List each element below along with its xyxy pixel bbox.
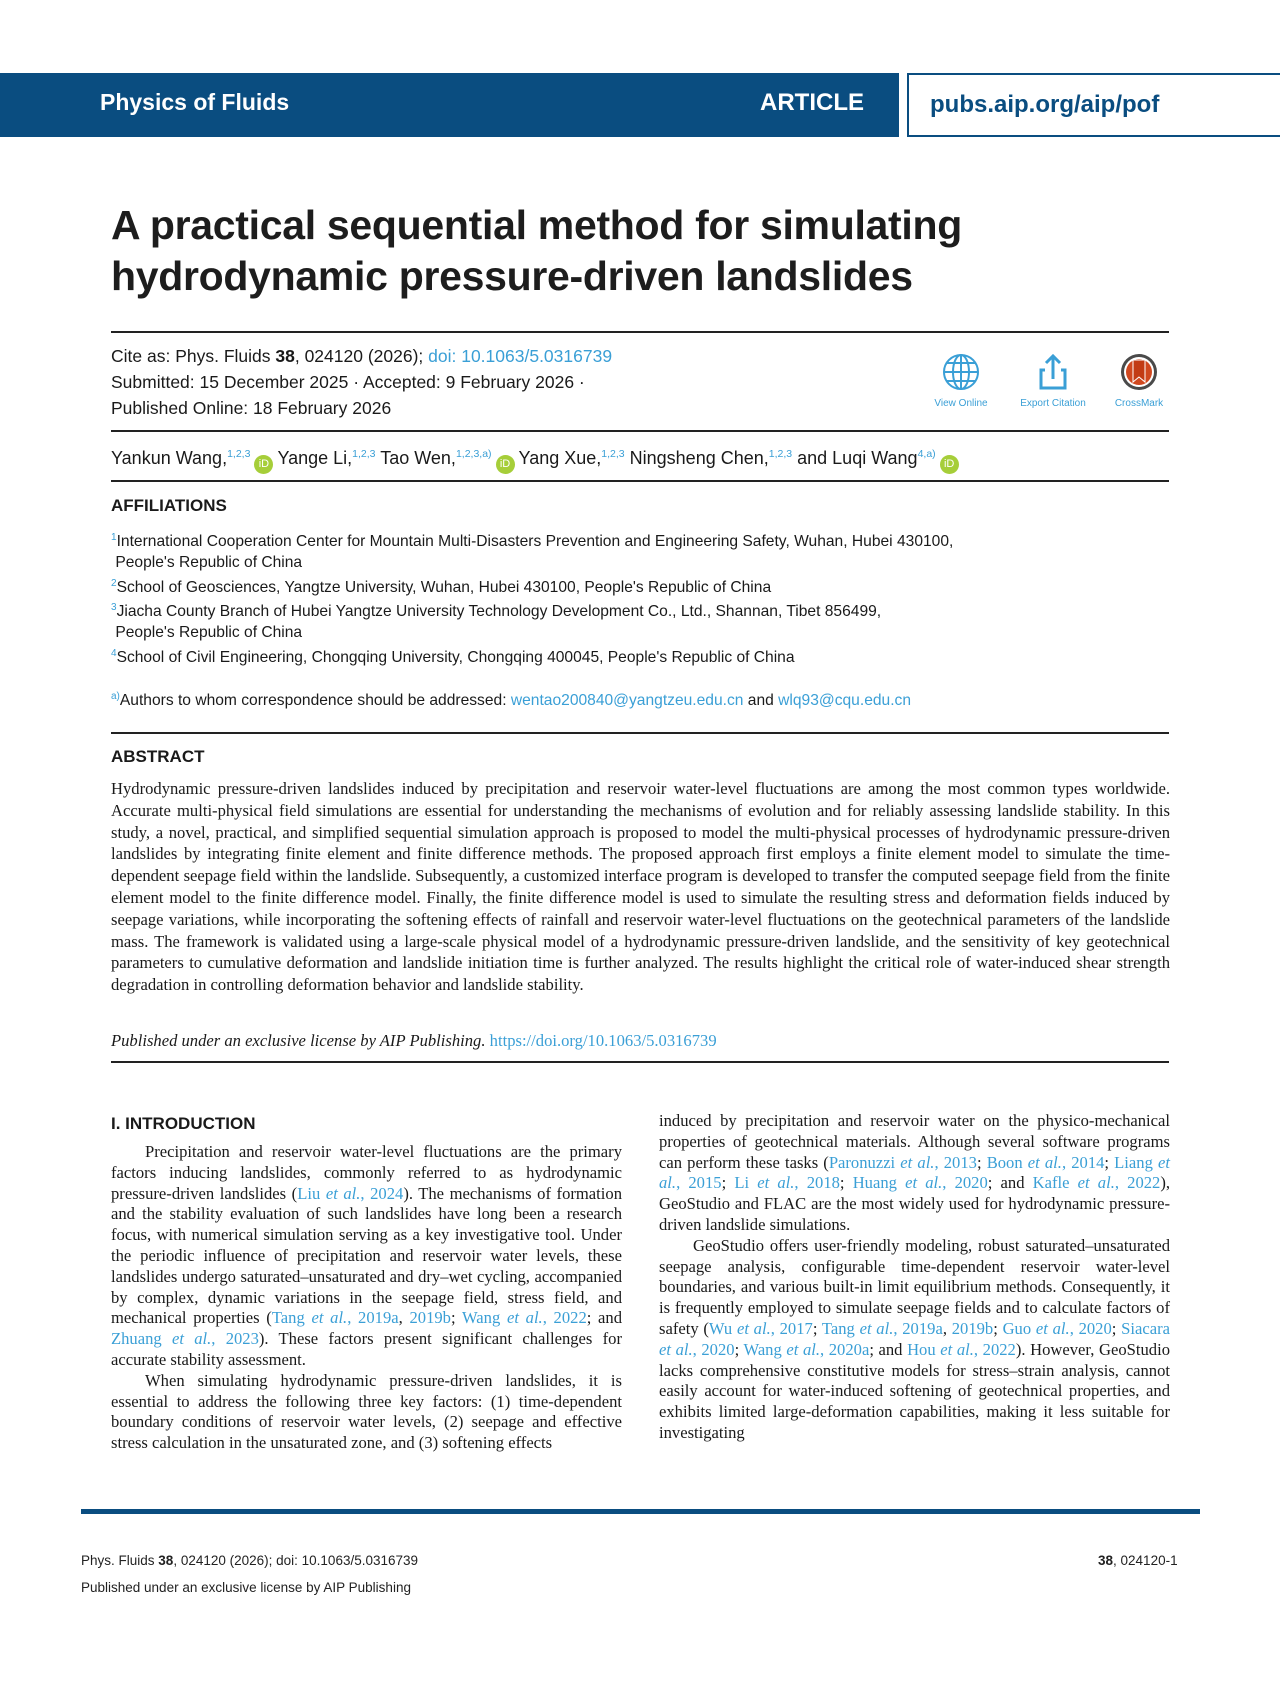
- crossmark-label: CrossMark: [1114, 398, 1164, 409]
- affiliation-item: [111, 527, 1171, 573]
- divider: [111, 480, 1169, 482]
- text-run: ; and: [869, 1339, 908, 1359]
- footer-cite-rest: , 024120 (2026); doi: 10.1063/5.0316739: [173, 1553, 419, 1568]
- export-citation-label: Export Citation: [1020, 398, 1086, 409]
- citation-link[interactable]: , 2019a: [893, 1318, 943, 1338]
- export-icon: [1033, 352, 1073, 392]
- title-line: A practical sequential method for simulating: [111, 202, 962, 248]
- corr-mark: a): [111, 691, 120, 702]
- citation-link[interactable]: , 2019a: [347, 1308, 399, 1328]
- journal-url-link[interactable]: pubs.aip.org/aip/pof: [930, 91, 1160, 118]
- citation-link[interactable]: , 2020: [692, 1339, 735, 1359]
- citation-link[interactable]: et al.: [940, 1339, 974, 1359]
- text-run: ,: [942, 1318, 952, 1338]
- citation-link[interactable]: et al.: [736, 1318, 771, 1338]
- citation-link[interactable]: Wang: [461, 1308, 507, 1328]
- text-run: ;: [1104, 1152, 1115, 1172]
- orcid-icon[interactable]: iD: [254, 455, 273, 474]
- author-list: [111, 448, 963, 474]
- text-run: ;: [734, 1339, 744, 1359]
- citation-link[interactable]: et al.: [311, 1308, 348, 1328]
- citation-link[interactable]: et al.: [900, 1152, 935, 1172]
- citation-link[interactable]: Guo: [1002, 1318, 1036, 1338]
- citation-link[interactable]: Wu: [708, 1318, 737, 1338]
- article-type: ARTICLE: [760, 89, 864, 116]
- view-online-label: View Online: [934, 398, 988, 409]
- author-affiliation-marks: 1,2,3: [352, 448, 376, 460]
- author-name: Tao Wen,: [380, 448, 456, 468]
- author-affiliation-marks: 1,2,3: [601, 448, 625, 460]
- citation-link[interactable]: et al.: [1027, 1152, 1062, 1172]
- citation-link[interactable]: et al.: [1035, 1318, 1070, 1338]
- author-affiliation-marks: 4,a): [917, 448, 936, 460]
- affiliation-item: [111, 573, 1171, 598]
- author-name: Yankun Wang,: [111, 448, 228, 468]
- citation-link[interactable]: et al.: [859, 1318, 894, 1338]
- text-run: induced by precipitation and reservoir water on the physico-mechanical properties of geotechnical materials. Although several software programs can perform these tasks (: [659, 1111, 1170, 1172]
- affiliations-heading: AFFILIATIONS: [111, 496, 227, 515]
- text-run: ;: [812, 1318, 822, 1338]
- export-citation-button[interactable]: [1013, 352, 1093, 409]
- citation-link[interactable]: 2019b: [951, 1318, 994, 1338]
- correspondence-line: [111, 686, 1171, 711]
- footer-citation: [81, 1553, 418, 1568]
- footer-cite-prefix: Phys. Fluids: [81, 1553, 159, 1568]
- citation-link[interactable]: et al.: [171, 1329, 212, 1349]
- journal-name[interactable]: Physics of Fluids: [100, 89, 290, 115]
- affiliation-text: Jiacha County Branch of Hubei Yangtze University Technology Development Co., Ltd., Shannan, Tibet 856499,: [116, 603, 882, 620]
- crossmark-button[interactable]: [1099, 352, 1179, 409]
- orcid-icon[interactable]: iD: [940, 455, 959, 474]
- citation-link[interactable]: , 2015: [676, 1173, 722, 1193]
- author-name: Ningsheng Chen,: [629, 448, 769, 468]
- left-column: [111, 1142, 622, 1454]
- citation-link[interactable]: et al.: [506, 1308, 543, 1328]
- affiliation-number: 3: [111, 602, 117, 613]
- text-run: ; and: [586, 1308, 623, 1328]
- affiliation-text: School of Geosciences, Yangtze University, Wuhan, Hubei 430100, People's Republic of China: [116, 579, 772, 596]
- paragraph: [111, 1142, 622, 1371]
- dates-line: Submitted: 15 December 2025 · Accepted: 9 February 2026 ·: [111, 372, 585, 392]
- article-title: [111, 200, 962, 302]
- footer-license: Published under an exclusive license by AIP Publishing: [81, 1580, 411, 1595]
- affiliation-number: 2: [111, 578, 117, 589]
- right-column: [659, 1111, 1170, 1444]
- text-run: ; and: [987, 1173, 1033, 1193]
- doi-link[interactable]: doi: 10.1063/5.0316739: [428, 346, 613, 366]
- section-heading-introduction: I. INTRODUCTION: [111, 1114, 256, 1133]
- citation-link[interactable]: , 2013: [934, 1152, 977, 1172]
- cite-prefix: Cite as: Phys. Fluids: [111, 346, 276, 366]
- author-affiliation-marks: 1,2,3,a): [455, 448, 492, 460]
- citation-link[interactable]: Li: [734, 1173, 758, 1193]
- affiliation-item: [111, 597, 1171, 643]
- license-text: Published under an exclusive license by AIP Publishing.: [111, 1031, 486, 1050]
- footer-rule: [81, 1509, 1200, 1514]
- published-line: Published Online: 18 February 2026: [111, 398, 392, 418]
- affiliation-text: People's Republic of China: [115, 554, 303, 571]
- affiliation-text: People's Republic of China: [115, 624, 303, 641]
- orcid-icon[interactable]: iD: [496, 455, 515, 474]
- license-line: [111, 1031, 717, 1051]
- citation-link[interactable]: , 2022: [1114, 1173, 1161, 1193]
- affiliation-text: School of Civil Engineering, Chongqing University, Chongqing 400045, People's Republic of China: [116, 649, 795, 666]
- text-run: ;: [1111, 1318, 1122, 1338]
- abstract-heading: ABSTRACT: [111, 747, 205, 766]
- citation-link[interactable]: Tang: [821, 1318, 860, 1338]
- divider: [111, 430, 1169, 432]
- citation-link[interactable]: , 2024: [360, 1183, 404, 1203]
- author-name: Yange Li,: [277, 448, 353, 468]
- citation-link[interactable]: et al.: [786, 1339, 821, 1359]
- corr-label: Authors to whom correspondence should be addressed:: [119, 692, 511, 709]
- affiliation-number: 4: [111, 648, 117, 659]
- citation-link[interactable]: Hou: [907, 1339, 941, 1359]
- citation-link[interactable]: Boon: [986, 1152, 1028, 1172]
- author-affiliation-marks: 1,2,3: [768, 448, 793, 460]
- text-run: ;: [993, 1318, 1003, 1338]
- citation-link[interactable]: , 2020a: [820, 1339, 870, 1359]
- citation-link[interactable]: et al.: [905, 1173, 943, 1193]
- citation-link[interactable]: et al.: [325, 1183, 361, 1203]
- citation-link[interactable]: et al.: [659, 1152, 1170, 1193]
- title-line: hydrodynamic pressure-driven landslides: [111, 253, 913, 299]
- divider: [111, 331, 1169, 333]
- cite-volume: 38: [275, 346, 295, 366]
- citation-link[interactable]: Zhuang: [111, 1329, 172, 1349]
- affiliation-item: [111, 643, 1171, 668]
- citation-link[interactable]: , 2014: [1061, 1152, 1105, 1172]
- paragraph: [111, 1371, 622, 1454]
- cite-rest: , 024120 (2026);: [294, 346, 429, 366]
- citation-link[interactable]: , 2018: [794, 1173, 840, 1193]
- citation-link[interactable]: , 2017: [770, 1318, 813, 1338]
- citation-link[interactable]: et al.: [1077, 1173, 1115, 1193]
- crossmark-icon: [1119, 352, 1159, 392]
- citation-link[interactable]: 2019b: [409, 1308, 451, 1328]
- author-name: and Luqi Wang: [797, 448, 918, 468]
- abstract-text: Hydrodynamic pressure-driven landslides induced by precipitation and reservoir water-level fluctuations are among the most common types worldwide. Accurate multi-physical field simulations are essential for understanding the mechanisms of evolution and for reliably assessing landslide stability. In this study, a novel, practical, and simplified sequential simulation approach is proposed to model the multi-physical processes of hydrodynamic pressure-driven landslides by integrating finite element and finite difference methods. The proposed approach first employs a finite element model to simulate the time-dependent seepage field within the landslide. Subsequently, a customized interface program is developed to transfer the computed seepage field from the finite element model to the finite difference model. Finally, the finite difference model is used to simulate the resulting stress and deformation fields induced by seepage variations, while incorporating the softening effects of rainfall and reservoir water-level fluctuations on the geotechnical parameters of the landslide mass. The framework is validated using a large-scale physical model of a hydrodynamic pressure-driven landslide, and the sensitivity of key geotechnical parameters to cumulative deformation and landslide initiation time is further analyzed. The results highlight the critical role of water-induced shear strength degradation in controlling deformation behavior and landslide stability.: [111, 779, 1170, 995]
- citation-link[interactable]: Liang: [1114, 1152, 1159, 1172]
- citation-link[interactable]: Wang: [743, 1339, 787, 1359]
- text-run: ,: [398, 1308, 410, 1328]
- citation-link[interactable]: Liu: [297, 1183, 326, 1203]
- text-run: Precipitation and reservoir water-level fluctuations are the primary factors inducing landslides, commonly referred to as hydrodynamic pressure-driven landslides (: [111, 1142, 622, 1203]
- text-run: ;: [450, 1308, 462, 1328]
- author-name: Yang Xue,: [518, 448, 602, 468]
- view-online-button[interactable]: [921, 352, 1001, 409]
- text-run: ;: [976, 1152, 987, 1172]
- citation-link[interactable]: , 2022: [973, 1339, 1016, 1359]
- text-run: ). These factors present significant challenges for accurate stability assessment.: [111, 1329, 623, 1369]
- text-run: GeoStudio offers user-friendly modeling, robust saturated–unsaturated seepage analysis, configurable time-dependent reservoir water-level boundaries, and various built-in limit equilibrium methods. Consequently, it is frequently employed to simulate seepage fields and to calculate factors of safety (: [659, 1235, 1170, 1338]
- affiliation-text: International Cooperation Center for Mountain Multi-Disasters Prevention and Engineering Safety, Wuhan, Hubei 430100,: [116, 533, 954, 550]
- text-run: ;: [839, 1173, 853, 1193]
- page-volume: 38: [1098, 1553, 1114, 1568]
- citation-link[interactable]: Huang: [852, 1173, 906, 1193]
- citation-link[interactable]: , 2023: [211, 1329, 259, 1349]
- citation-link[interactable]: et al.: [659, 1339, 693, 1359]
- citation-link[interactable]: Kafle: [1032, 1173, 1078, 1193]
- author-affiliation-marks: 1,2,3: [227, 448, 251, 460]
- page-id: , 024120-1: [1113, 1553, 1178, 1568]
- text-run: ). However, GeoStudio lacks comprehensive constitutive models for stress–strain analysis, cannot easily account for water-induced softening of geotechnical properties, and exhibits limited large-deformation capabilities, making it less suitable for investigating: [659, 1339, 1170, 1442]
- citation-link[interactable]: Tang: [271, 1308, 312, 1328]
- paragraph: [659, 1111, 1170, 1236]
- text-run: ), GeoStudio and FLAC are the most widely used for hydrodynamic pressure-driven landslide simulations.: [659, 1173, 1171, 1234]
- text-run: When simulating hydrodynamic pressure-driven landslides, it is essential to address the following three key factors: (1) time-dependent boundary conditions of reservoir water levels, (2) seepage and effective stress calculation in the unsaturated zone, and (3) softening effects: [111, 1370, 622, 1453]
- page-number: [1098, 1553, 1178, 1568]
- globe-icon: [941, 352, 981, 392]
- citation-link[interactable]: Siacara: [1121, 1318, 1170, 1338]
- paragraph: [659, 1236, 1170, 1444]
- and-text: and: [743, 692, 779, 709]
- citation-link[interactable]: Paronuzzi: [828, 1152, 901, 1172]
- citation-link[interactable]: , 2022: [542, 1308, 587, 1328]
- divider: [111, 732, 1169, 734]
- affiliation-number: 1: [111, 532, 117, 543]
- cite-line: [111, 343, 612, 369]
- email-link[interactable]: wentao200840@yangtzeu.edu.cn: [510, 692, 744, 709]
- footer-volume: 38: [158, 1553, 174, 1568]
- license-doi-link[interactable]: https://doi.org/10.1063/5.0316739: [489, 1031, 717, 1050]
- citation-link[interactable]: , 2020: [1069, 1318, 1112, 1338]
- citation-link[interactable]: , 2020: [942, 1173, 988, 1193]
- citation-link[interactable]: et al.: [757, 1173, 795, 1193]
- email-link[interactable]: wlq93@cqu.edu.cn: [778, 692, 912, 709]
- text-run: ). The mechanisms of formation and the stability evaluation of such landslides have long been a research focus, with numerical simulation serving as a key investigative tool. Under the periodic influence of precipitation and reservoir water levels, these landslides undergo saturated–unsaturated and dry–wet cycling, accompanied by complex, dynamic variations in the seepage field, stress field, and mechanical properties (: [111, 1183, 622, 1328]
- divider: [111, 1061, 1169, 1063]
- text-run: ;: [721, 1173, 735, 1193]
